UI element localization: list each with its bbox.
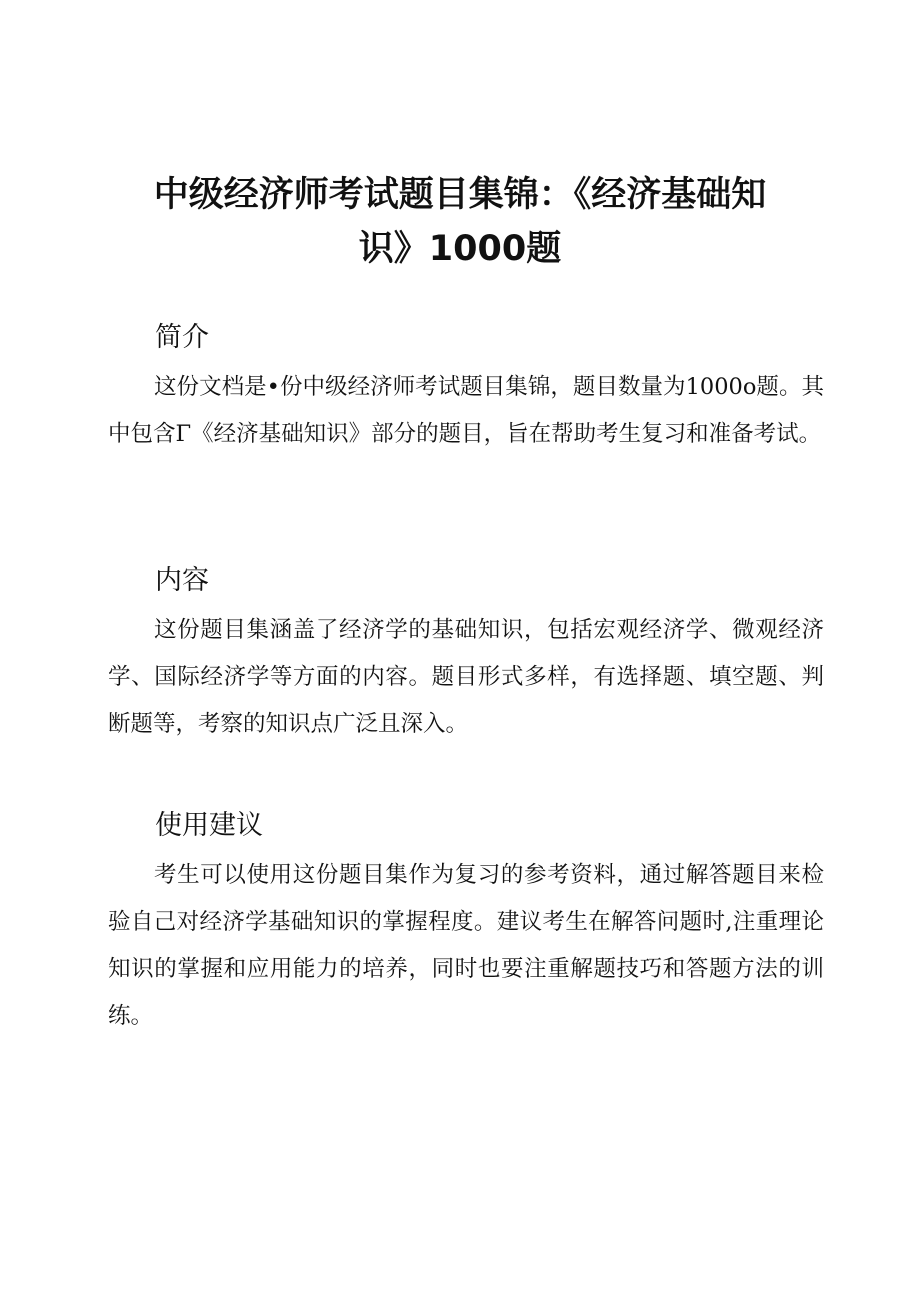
page-title-line-2: 识》1000题 <box>358 229 562 269</box>
page-title <box>100 168 820 276</box>
section-introduction <box>108 318 824 458</box>
section-heading-introduction: 简介 <box>155 322 209 353</box>
section-usage-advice <box>108 806 824 1040</box>
section-content <box>108 561 824 748</box>
page-title-line-1: 中级经济师考试题目集锦：《经济基础知 <box>153 175 767 215</box>
section-heading-content: 内容 <box>155 565 209 596</box>
section-body-introduction: 这份文档是•份中级经济师考试题目集锦，题目数量为1000o题。其中包含Γ《经济基础知识》部分的题目，旨在帮助考生复习和准备考试。 <box>108 374 824 447</box>
section-heading-usage-advice: 使用建议 <box>155 810 263 841</box>
section-body-content: 这份题目集涵盖了经济学的基础知识，包括宏观经济学、微观经济学、国际经济学等方面的内容。题目形式多样，有选择题、填空题、判断题等，考察的知识点广泛且深入。 <box>108 617 824 737</box>
section-body-usage-advice: 考生可以使用这份题目集作为复习的参考资料，通过解答题目来检验自己对经济学基础知识的掌握程度。建议考生在解答问题时,注重理论知识的掌握和应用能力的培养，同时也要注重解题技巧和答题方法的训练。 <box>108 862 824 1029</box>
